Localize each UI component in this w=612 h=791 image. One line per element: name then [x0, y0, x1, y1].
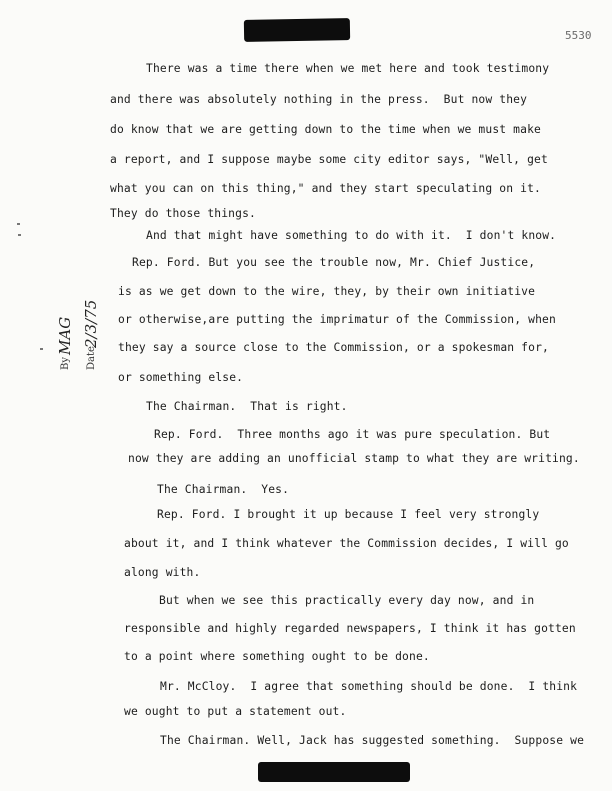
- transcript-line: They do those things.: [110, 207, 256, 220]
- transcript-line: is as we get down to the wire, they, by their own initiative: [118, 285, 536, 298]
- transcript-line: about it, and I think whatever the Commission decides, I will go: [124, 537, 569, 550]
- transcript-line: and there was absolutely nothing in the press. But now they: [110, 93, 528, 106]
- stamp-initials: MAG: [56, 316, 74, 355]
- scan-speck: [17, 223, 20, 225]
- transcript-line: Rep. Ford. I brought it up because I feel very strongly: [157, 508, 540, 521]
- transcript-line: to a point where something ought to be done.: [124, 650, 430, 663]
- transcript-line: or otherwise,are putting the imprimatur of the Commission, when: [118, 313, 556, 326]
- stamp-date: 2/3/75: [82, 299, 100, 348]
- transcript-line: And that might have something to do with it. I don't know.: [146, 229, 557, 242]
- transcript-line: There was a time there when we met here and took testimony: [146, 62, 550, 75]
- transcript-line: Rep. Ford. Three months ago it was pure speculation. But: [154, 428, 551, 441]
- transcript-line: what you can on this thing," and they start speculating on it.: [110, 182, 541, 195]
- transcript-line: The Chairman. Yes.: [157, 483, 290, 496]
- transcript-line: Mr. McCloy. I agree that something should be done. I think: [160, 680, 578, 693]
- transcript-line: along with.: [124, 566, 201, 579]
- transcript-line: responsible and highly regarded newspapers, I think it has gotten: [124, 622, 576, 635]
- scan-speck: [18, 234, 21, 236]
- page-number: 5530: [565, 29, 592, 42]
- transcript-line: a report, and I suppose maybe some city editor says, "Well, get: [110, 153, 548, 166]
- redaction-bar-bottom: [258, 762, 410, 782]
- stamp-date-label: Date: [86, 346, 97, 370]
- transcript-line: or something else.: [118, 371, 244, 384]
- stamp-by-label: By: [60, 357, 71, 370]
- transcript-line: they say a source close to the Commission, or a spokesman for,: [118, 341, 549, 354]
- transcript-line: Rep. Ford. But you see the trouble now, Mr. Chief Justice,: [132, 256, 536, 269]
- transcript-line: The Chairman. That is right.: [146, 400, 348, 413]
- transcript-line: now they are adding an unofficial stamp to what they are writing.: [128, 452, 580, 465]
- transcript-line: we ought to put a statement out.: [124, 705, 347, 718]
- transcript-line: The Chairman. Well, Jack has suggested something. Suppose we: [160, 734, 585, 747]
- scan-speck: [40, 348, 43, 350]
- transcript-line: But when we see this practically every day now, and in: [159, 594, 535, 607]
- transcript-line: do know that we are getting down to the time when we must make: [110, 123, 541, 136]
- redaction-bar-top: [244, 18, 350, 42]
